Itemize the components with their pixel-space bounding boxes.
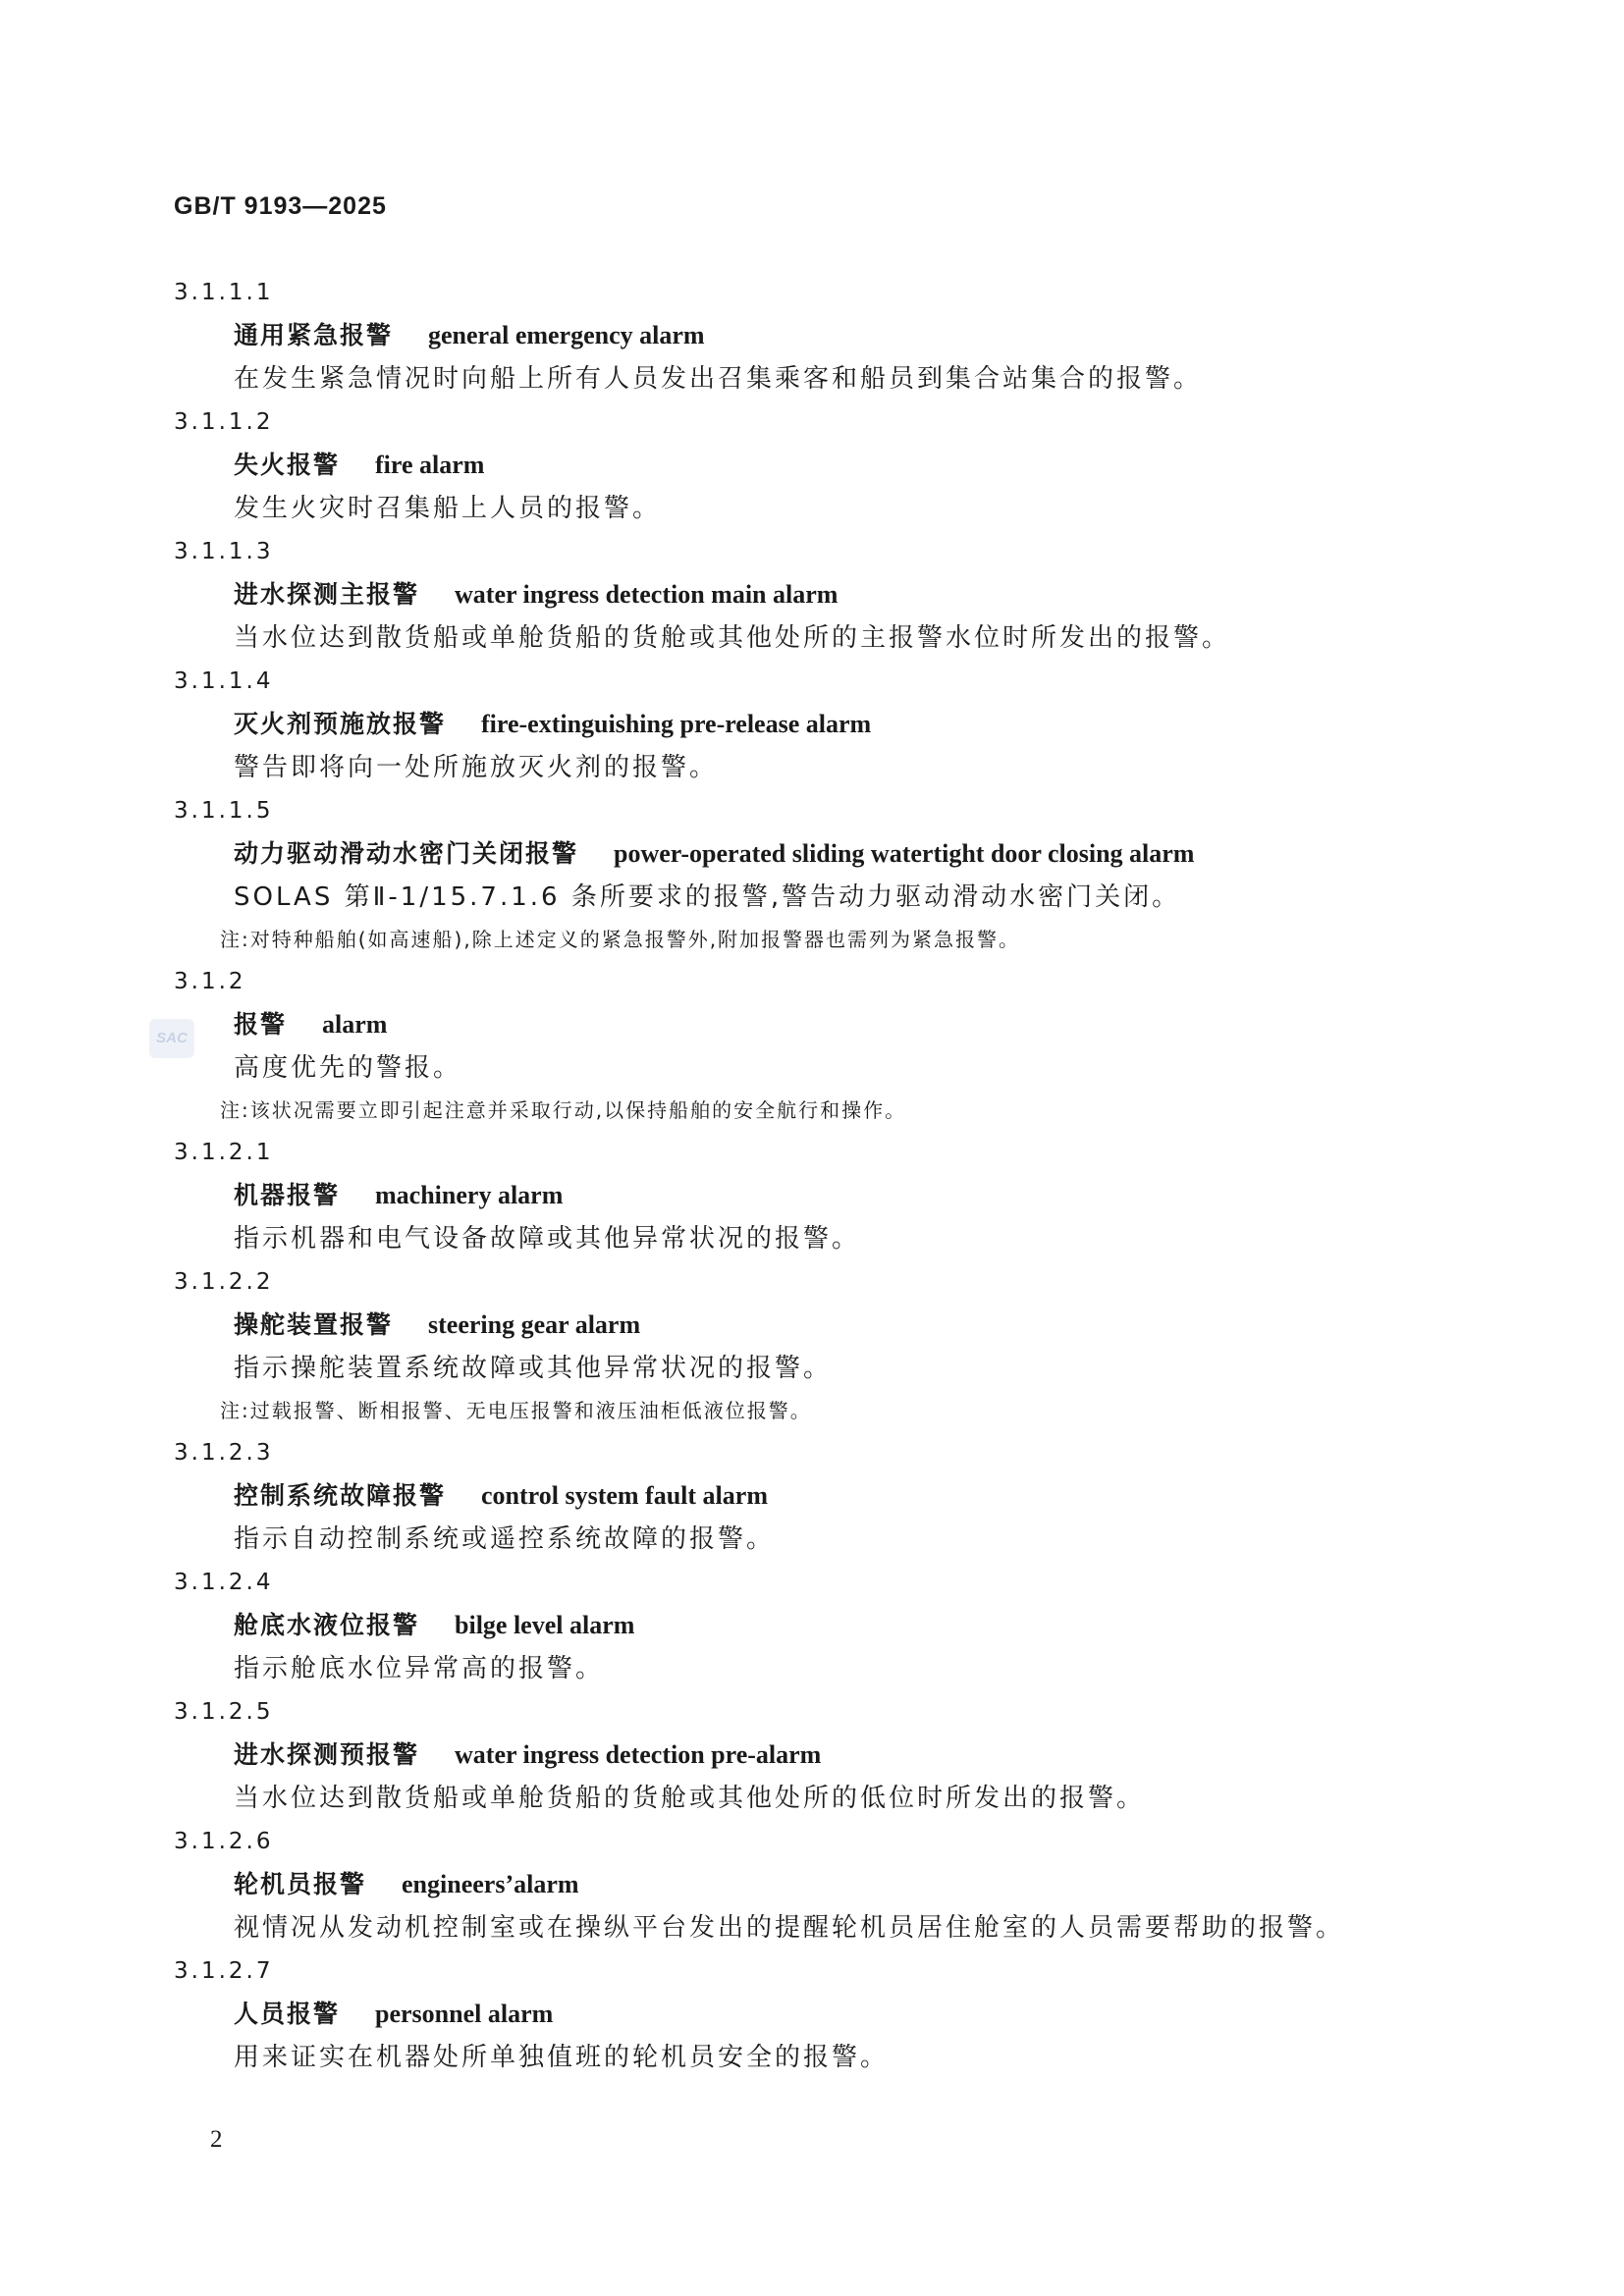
term-definition: 指示舱底水位异常高的报警。 — [234, 1654, 605, 1683]
term-entry — [174, 1820, 1470, 1949]
term-heading — [174, 1604, 1470, 1647]
term-definition: 警告即将向一处所施放灭火剂的报警。 — [234, 753, 719, 782]
term-english: engineers’alarm — [402, 1870, 579, 1898]
term-definition: 发生火灾时召集船上人员的报警。 — [234, 494, 662, 523]
term-entry — [174, 789, 1470, 960]
term-english: machinery alarm — [375, 1181, 564, 1209]
term-chinese: 人员报警 — [234, 2000, 341, 2028]
term-definition: 当水位达到散货船或单舱货船的货舱或其他处所的主报警水位时所发出的报警。 — [234, 623, 1231, 653]
term-definition: 用来证实在机器处所单独值班的轮机员安全的报警。 — [234, 2043, 890, 2072]
term-heading — [174, 1174, 1470, 1217]
term-chinese: 轮机员报警 — [234, 1870, 367, 1898]
term-chinese: 控制系统故障报警 — [234, 1481, 447, 1510]
term-entry — [174, 271, 1470, 400]
page-number: 2 — [210, 2126, 223, 2153]
term-heading — [174, 1863, 1470, 1906]
term-definition: 高度优先的警报。 — [234, 1053, 462, 1083]
term-chinese: 失火报警 — [234, 451, 341, 479]
term-number: 3.1.2.1 — [174, 1140, 274, 1165]
term-entry — [174, 1131, 1470, 1260]
term-number: 3.1.1.3 — [174, 539, 274, 564]
term-heading — [174, 1304, 1470, 1347]
term-note: 注:过载报警、断相报警、无电压报警和液压油柜低液位报警。 — [220, 1399, 812, 1422]
term-entry — [174, 530, 1470, 660]
term-heading — [174, 1993, 1470, 2036]
term-english: general emergency alarm — [428, 321, 705, 349]
term-entry — [174, 1949, 1470, 2079]
term-chinese: 通用紧急报警 — [234, 321, 394, 349]
term-number: 3.1.2.4 — [174, 1570, 274, 1595]
term-heading — [174, 832, 1470, 876]
term-heading — [174, 1474, 1470, 1518]
term-chinese: 进水探测主报警 — [234, 580, 420, 609]
term-number: 3.1.1.5 — [174, 798, 274, 824]
term-definition: 在发生紧急情况时向船上所有人员发出召集乘客和船员到集合站集合的报警。 — [234, 364, 1203, 394]
term-number: 3.1.2 — [174, 969, 246, 994]
term-note: 注:该状况需要立即引起注意并采取行动,以保持船舶的安全航行和操作。 — [220, 1098, 907, 1122]
term-english: fire alarm — [375, 451, 485, 479]
term-entry — [174, 1561, 1470, 1690]
sac-watermark-logo: SAC — [149, 1019, 194, 1058]
term-number: 3.1.2.3 — [174, 1440, 274, 1466]
term-english: bilge level alarm — [455, 1611, 635, 1639]
terms-list — [174, 271, 1470, 2079]
term-definition: 指示机器和电气设备故障或其他异常状况的报警。 — [234, 1224, 861, 1254]
term-heading — [174, 573, 1470, 616]
term-entry — [174, 1431, 1470, 1561]
term-number: 3.1.1.2 — [174, 409, 274, 435]
term-definition: 视情况从发动机控制室或在操纵平台发出的提醒轮机员居住舱室的人员需要帮助的报警。 — [234, 1913, 1345, 1943]
term-english: water ingress detection pre-alarm — [455, 1740, 822, 1769]
term-chinese: 操舵装置报警 — [234, 1310, 394, 1339]
term-heading — [174, 703, 1470, 746]
term-number: 3.1.2.6 — [174, 1829, 274, 1854]
term-definition: 指示操舵装置系统故障或其他异常状况的报警。 — [234, 1354, 833, 1383]
term-english: control system fault alarm — [481, 1481, 768, 1510]
term-heading — [174, 1003, 1470, 1046]
term-number: 3.1.1.1 — [174, 280, 274, 305]
term-chinese: 动力驱动滑动水密门关闭报警 — [234, 839, 579, 868]
term-number: 3.1.2.2 — [174, 1269, 274, 1295]
term-english: steering gear alarm — [428, 1310, 641, 1339]
term-chinese: 机器报警 — [234, 1181, 341, 1209]
term-english: personnel alarm — [375, 2000, 554, 2028]
term-number: 3.1.2.5 — [174, 1699, 274, 1725]
term-chinese: 舱底水液位报警 — [234, 1611, 420, 1639]
term-entry — [174, 400, 1470, 530]
term-entry — [174, 660, 1470, 789]
term-heading — [174, 444, 1470, 487]
term-entry — [174, 1260, 1470, 1431]
term-definition: 当水位达到散货船或单舱货船的货舱或其他处所的低位时所发出的报警。 — [234, 1784, 1146, 1813]
term-entry — [174, 960, 1470, 1131]
term-definition: 指示自动控制系统或遥控系统故障的报警。 — [234, 1524, 776, 1554]
term-english: alarm — [322, 1010, 388, 1039]
term-heading — [174, 1734, 1470, 1777]
term-heading — [174, 314, 1470, 357]
term-chinese: 进水探测预报警 — [234, 1740, 420, 1769]
term-definition: SOLAS 第Ⅱ-1/15.7.1.6 条所要求的报警,警告动力驱动滑动水密门关闭。 — [234, 882, 1181, 912]
term-note: 注:对特种船舶(如高速船),除上述定义的紧急报警外,附加报警器也需列为紧急报警。 — [220, 928, 1021, 951]
term-number: 3.1.2.7 — [174, 1958, 274, 1984]
term-english: fire-extinguishing pre-release alarm — [481, 710, 872, 738]
term-english: water ingress detection main alarm — [455, 580, 839, 609]
term-number: 3.1.1.4 — [174, 668, 274, 694]
term-english: power-operated sliding watertight door closing alarm — [614, 839, 1195, 868]
term-entry — [174, 1690, 1470, 1820]
standard-code-header: GB/T 9193—2025 — [174, 192, 387, 220]
term-chinese: 灭火剂预施放报警 — [234, 710, 447, 738]
term-chinese: 报警 — [234, 1010, 288, 1039]
